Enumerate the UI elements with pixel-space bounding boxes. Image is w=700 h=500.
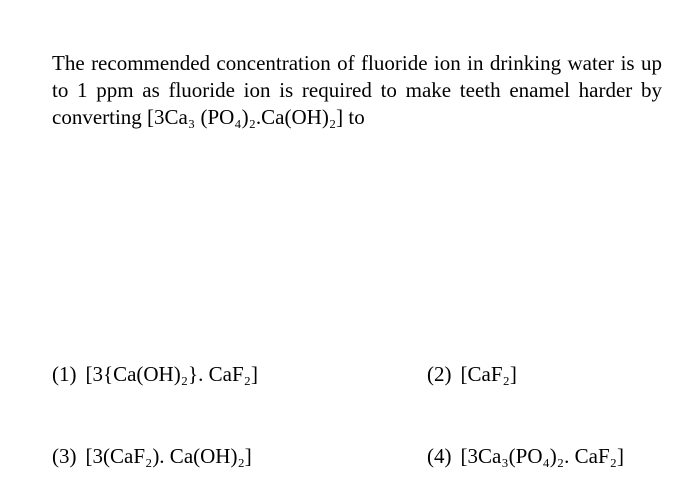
option-1-text: [3{Ca(OH)₂}. CaF₂] xyxy=(85,362,258,386)
option-4-text: [3Ca₃(PO₄)₂. CaF₂] xyxy=(460,444,624,468)
option-1-number: (1) xyxy=(52,362,77,386)
option-2-number: (2) xyxy=(427,362,452,386)
option-3-text: [3(CaF₂). Ca(OH)₂] xyxy=(85,444,252,468)
option-2 xyxy=(427,361,517,388)
option-3 xyxy=(52,443,252,470)
question-text: The recommended concentration of fluoride ion in drinking water is up to 1 ppm as fluoride ion is required to make teeth enamel harder by converting [3Ca₃ (PO₄)₂.Ca(OH)₂] to xyxy=(52,51,662,129)
option-3-number: (3) xyxy=(52,444,77,468)
option-4-number: (4) xyxy=(427,444,452,468)
option-2-text: [CaF₂] xyxy=(460,362,517,386)
option-1 xyxy=(52,361,258,388)
option-4 xyxy=(427,443,624,470)
